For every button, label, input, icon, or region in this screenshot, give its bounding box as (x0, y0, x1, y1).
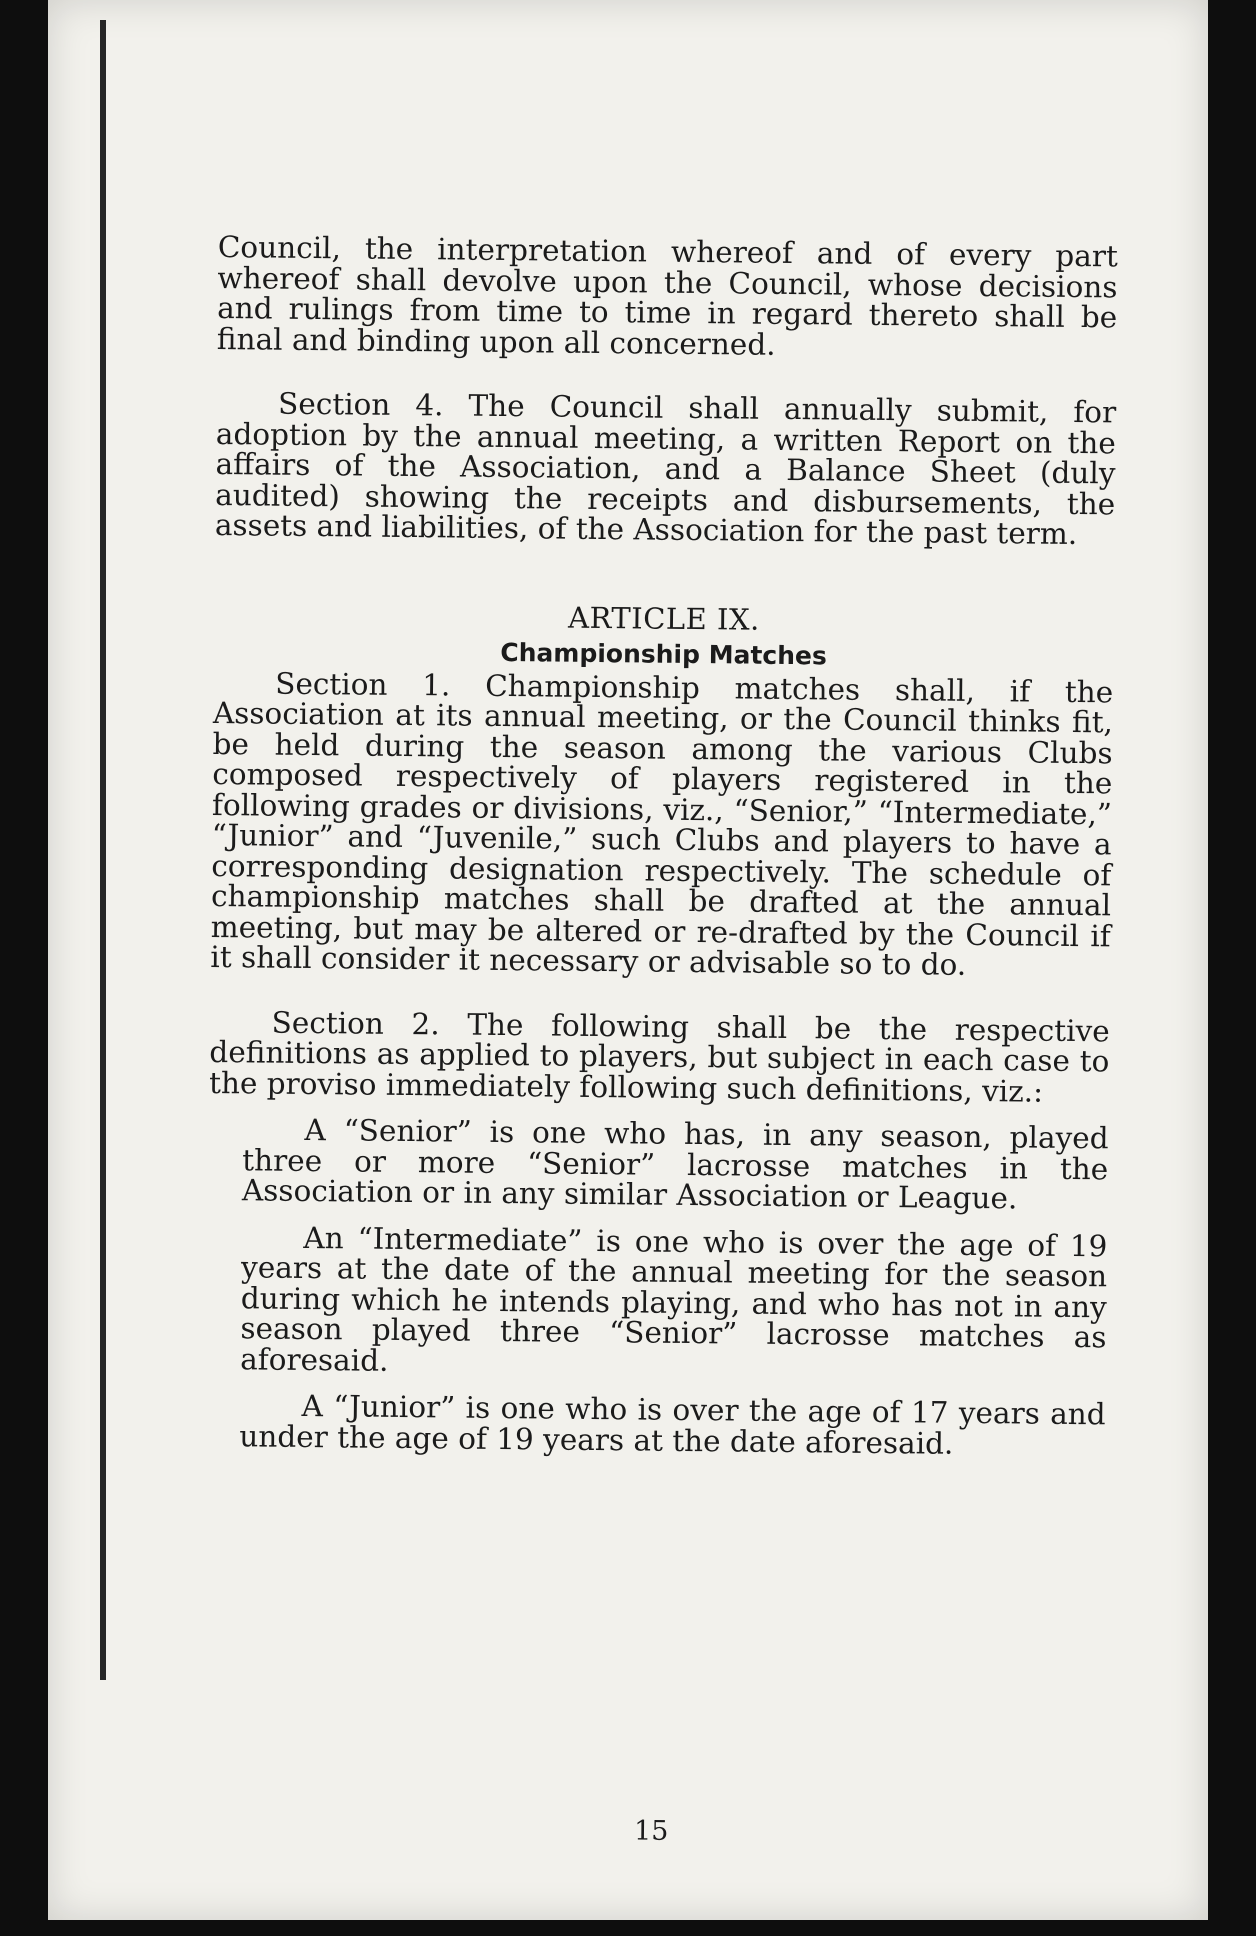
definition-intermediate: An “Intermediate” is one who is over the age of 19 years at the date of the annual meeting for the season during which he intends playing, and who has not in any season played three “Senior” lacrosse matches as aforesaid. (240, 1220, 1108, 1378)
definition-senior: A “Senior” is one who has, in any season, played three or more “Senior” lacrosse matches in the Association or in any similar Association or League. (241, 1112, 1109, 1216)
article-title: Championship Matches (500, 637, 827, 671)
article-heading: ARTICLE IX. (567, 600, 761, 637)
page-gutter-edge (100, 20, 106, 1680)
paragraph-section-1: Section 1. Championship matches shall, if the Association at its annual meeting, or the Council thinks fit, be held during the season among the various Clubs composed respectively of players registered in the following grades or divisions, viz., “Senior,” “Intermediate,” “Junior” and “Juvenile,” such Clubs and players to have a corresponding designation respectively. The schedule of championship matches shall be drafted at the annual meeting, but may be altered or re-drafted by the Council if it shall consider it necessary or advisable so to do. (210, 666, 1114, 982)
page-number: 15 (633, 1815, 669, 1847)
paragraph-section-4: Section 4. The Council shall annually submit, for adoption by the annual meeting, a written Report on the affairs of the Association, and a Balance Sheet (duly audited) showing the receipts and disbursements, the assets and liabilities, of the Association for the past term. (214, 386, 1117, 552)
paragraph-section-2: Section 2. The following shall be the respective definitions as applied to players, but subject in each case to the proviso immediately following such definitions, viz.: (208, 1005, 1110, 1109)
paragraph-continuation: Council, the interpretation whereof and of every part whereof shall devolve upon the Council, whose decisions and rulings from time to time in regard thereto shall be final and binding upon all concerned. (216, 230, 1118, 362)
page-text-block (205, 230, 1118, 1847)
definition-junior: A “Junior” is one who is over the age of 17 years and under the age of 19 years at the date aforesaid. (239, 1388, 1106, 1461)
book-page (48, 0, 1208, 1920)
